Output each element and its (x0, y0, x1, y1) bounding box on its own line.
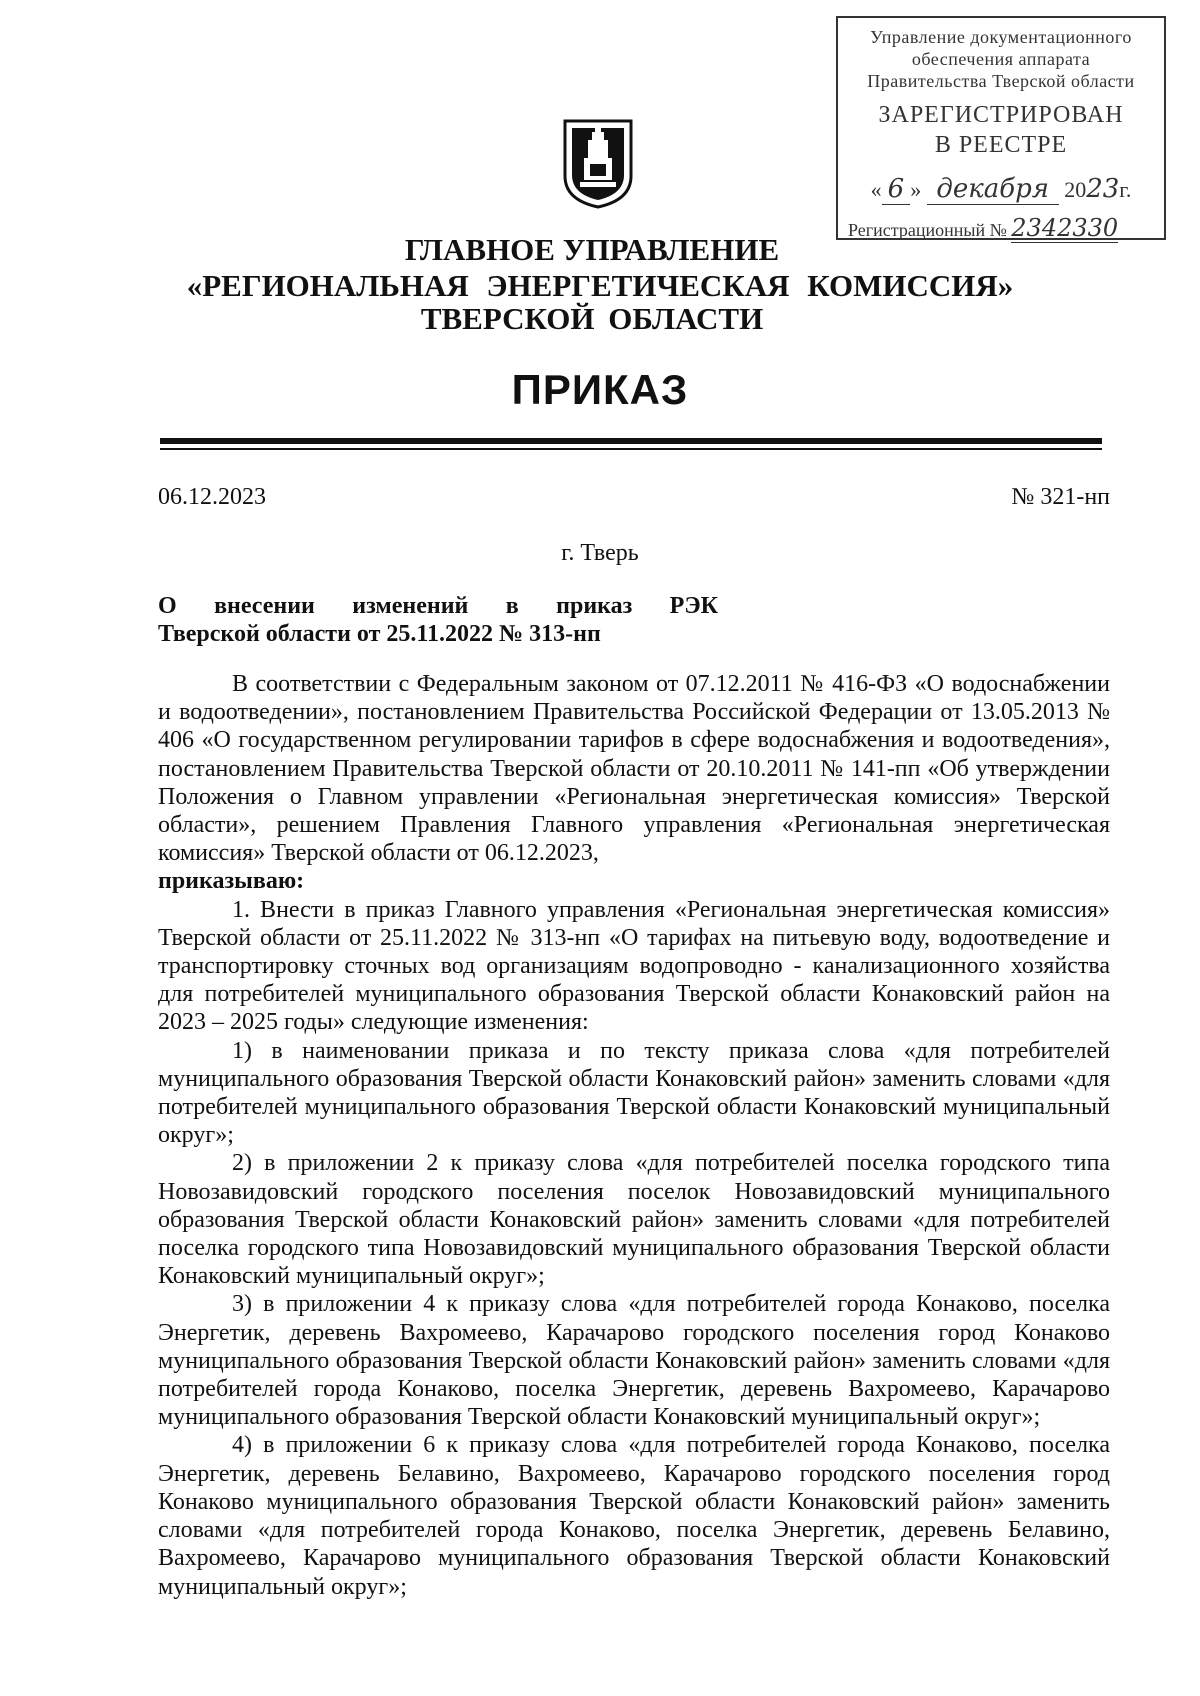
coat-of-arms-icon (562, 118, 634, 210)
document-date: 06.12.2023 (158, 484, 266, 510)
stamp-year-prefix: 20 (1064, 177, 1087, 202)
registration-stamp (836, 16, 1166, 240)
subitem-3-paragraph: 3) в приложении 4 к приказу слова «для потребителей города Конаково, поселка Энергетик, деревень Вахромеево, Карачарово городского поселения город Конаково муниципального образования Тверской области Конаковский район» заменить словами «для потребителей города Конаково, поселка Энергетик, деревень Вахромеево, Карачарово муниципального образования Тверской области Конаковский муниципальный округ»; (158, 1291, 1110, 1431)
stamp-registered: ЗАРЕГИСТРИРОВАН В РЕЕСТРЕ (878, 102, 1124, 158)
preamble-paragraph: В соответствии с Федеральным законом от 07.12.2011 № 416-ФЗ «О водоснабжении и водоотведении», постановлением Правительства Российской Федерации от 13.05.2013 № 406 «О государственном регулировании тарифов в сфере водоснабжения и водоотведения», постановлением Правительства Тверской области от 20.10.2011 № 141-пп «Об утверждении Положения о Главном управлении «Региональная энергетическая комиссия» Тверской области», решением Правления Главного управления «Региональная энергетическая комиссия» Тверской области от 06.12.2023, (158, 671, 1110, 867)
stamp-year-suffix: 23 (1086, 174, 1120, 204)
agency-line-1: ГЛАВНОЕ УПРАВЛЕНИЕ (404, 232, 780, 267)
header-rule-thin (160, 448, 1102, 450)
item-1-paragraph: 1. Внести в приказ Главного управления «Региональная энергетическая комиссия» Тверской области от 25.11.2022 № 313-нп «О тарифах на питьевую воду, водоотведение и транспортировку сточных вод организациям водопроводно - канализационного хозяйства для потребителей муниципального образования Тверской области Конаковский район на 2023 – 2025 годы» следующие изменения: (158, 896, 1110, 1036)
document-body (158, 670, 1110, 1601)
agency-line-2: «РЕГИОНАЛЬНАЯ ЭНЕРГЕТИЧЕСКАЯ КОМИССИЯ» (186, 268, 1014, 303)
document-type-title: ПРИКАЗ (511, 366, 689, 413)
document-number: № 321-нп (1011, 484, 1110, 510)
stamp-date: « 6 » декабря 2023г. (870, 174, 1132, 204)
stamp-reg-label: Регистрационный № (848, 220, 1007, 240)
stamp-month: декабря (927, 174, 1059, 205)
subitem-4-paragraph: 4) в приложении 6 к приказу слова «для потребителей города Конаково, поселка Энергетик, деревень Белавино, Вахромеево, Карачарово городского поселения город Конаково муниципального образования Тверской области Конаковский район» заменить словами «для потребителей города Конаково, поселка Энергетик, деревень Белавино, Вахромеево, Карачарово муниципального образования Тверской области Конаковский муниципальный округ»; (158, 1432, 1110, 1600)
header-rule-thick (160, 438, 1102, 444)
stamp-day: 6 (882, 174, 911, 205)
order-word: приказываю: (158, 868, 305, 895)
document-subject (158, 592, 718, 648)
stamp-year-tail: г. (1119, 177, 1132, 202)
subitem-2-paragraph: 2) в приложении 2 к приказу слова «для потребителей поселка городского типа Новозавидовский городского поселения поселок Новозавидовский муниципального образования Тверской области Конаковский район» заменить словами «для потребителей поселка городского типа Новозавидовский муниципального образования Тверской области Конаковский муниципальный округ»; (158, 1150, 1110, 1290)
document-city: г. Тверь (561, 540, 639, 566)
stamp-reg-value: 2342330 (1011, 214, 1119, 242)
agency-line-3: ТВЕРСКОЙ ОБЛАСТИ (420, 301, 764, 336)
subitem-1-paragraph: 1) в наименовании приказа и по тексту приказа слова «для потребителей муниципального образования Тверской области Конаковский район» заменить словами «для потребителей муниципального образования Тверской области Конаковский муниципальный округ»; (158, 1037, 1110, 1149)
subject-line-1: О внесении изменений в приказ РЭК (158, 593, 718, 619)
subject-line-2: Тверской области от 25.11.2022 № 313-нп (158, 621, 601, 647)
stamp-org: Управление документационного обеспечения аппарата Правительства Тверской области (867, 27, 1135, 91)
